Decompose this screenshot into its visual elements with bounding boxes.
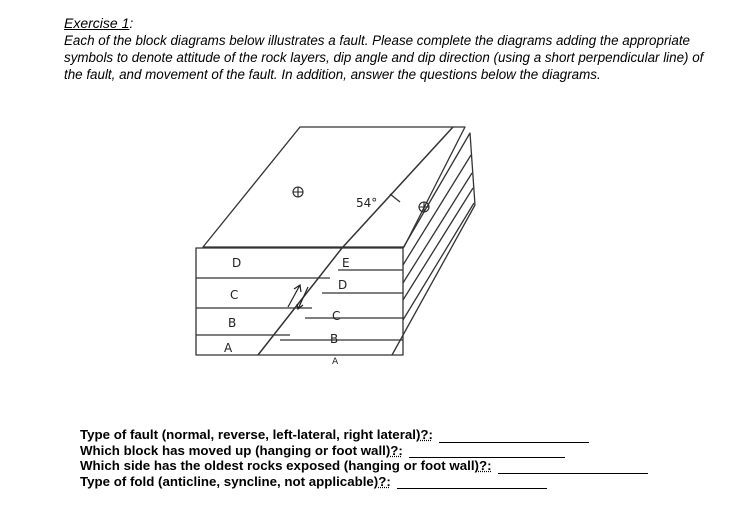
movement-arrows	[288, 285, 308, 309]
left-layer-label: C	[230, 288, 239, 302]
right-layer-label: D	[338, 278, 348, 292]
question-mark: ?:	[378, 473, 391, 489]
question-row	[80, 443, 648, 459]
answer-blank[interactable]	[397, 476, 547, 489]
side-layer-line	[403, 203, 474, 320]
question-row	[80, 474, 648, 490]
side-layer-line	[403, 155, 471, 265]
dip-tick	[390, 194, 400, 202]
right-layer-label: B	[330, 332, 339, 346]
horizontal-bed-symbol	[419, 202, 429, 212]
right-layer-label: C	[332, 309, 341, 323]
questions-list	[80, 427, 648, 489]
question-text: Which side has the oldest rocks exposed (hanging or foot wall)	[80, 458, 479, 474]
right-layer-label: A	[332, 357, 339, 365]
exercise-title	[64, 15, 724, 31]
side-face	[392, 133, 475, 355]
question-text: Which block has moved up (hanging or foot wall)	[80, 442, 391, 458]
question-mark: ?:	[390, 442, 403, 458]
question-text: Type of fold (anticline, syncline, not applicable)	[80, 473, 379, 489]
left-layer-label: A	[224, 341, 233, 355]
left-layer-label: B	[228, 316, 237, 330]
answer-blank[interactable]	[439, 430, 589, 443]
question-mark: ?:	[478, 458, 492, 474]
answer-blank[interactable]	[409, 445, 565, 458]
fault-block-diagram	[180, 115, 510, 365]
answer-blank[interactable]	[498, 461, 648, 474]
question-row	[80, 458, 648, 474]
left-layer-label: D	[232, 256, 242, 270]
question-row	[80, 427, 648, 443]
horizontal-bed-symbol	[293, 187, 303, 197]
dip-angle-label: 54°	[356, 196, 378, 210]
exercise-title-colon: :	[129, 15, 134, 31]
question-mark: ?:	[420, 427, 433, 442]
right-layer-label: E	[342, 256, 350, 270]
exercise-title-text: Exercise 1	[64, 15, 130, 31]
exercise-instructions: Each of the block diagrams below illustrates a fault. Please complete the diagrams adding the appropriate symbols to denote attitude of the rock layers, dip angle and dip direction (using a short perpendicular line) of the fault, and movement of the fault. In addition, answer the questions below the diagrams.	[64, 33, 704, 82]
side-layer-line	[403, 188, 473, 300]
exercise-header	[64, 15, 724, 83]
question-text: Type of fault (normal, reverse, left-lateral, right lateral)	[80, 427, 421, 442]
